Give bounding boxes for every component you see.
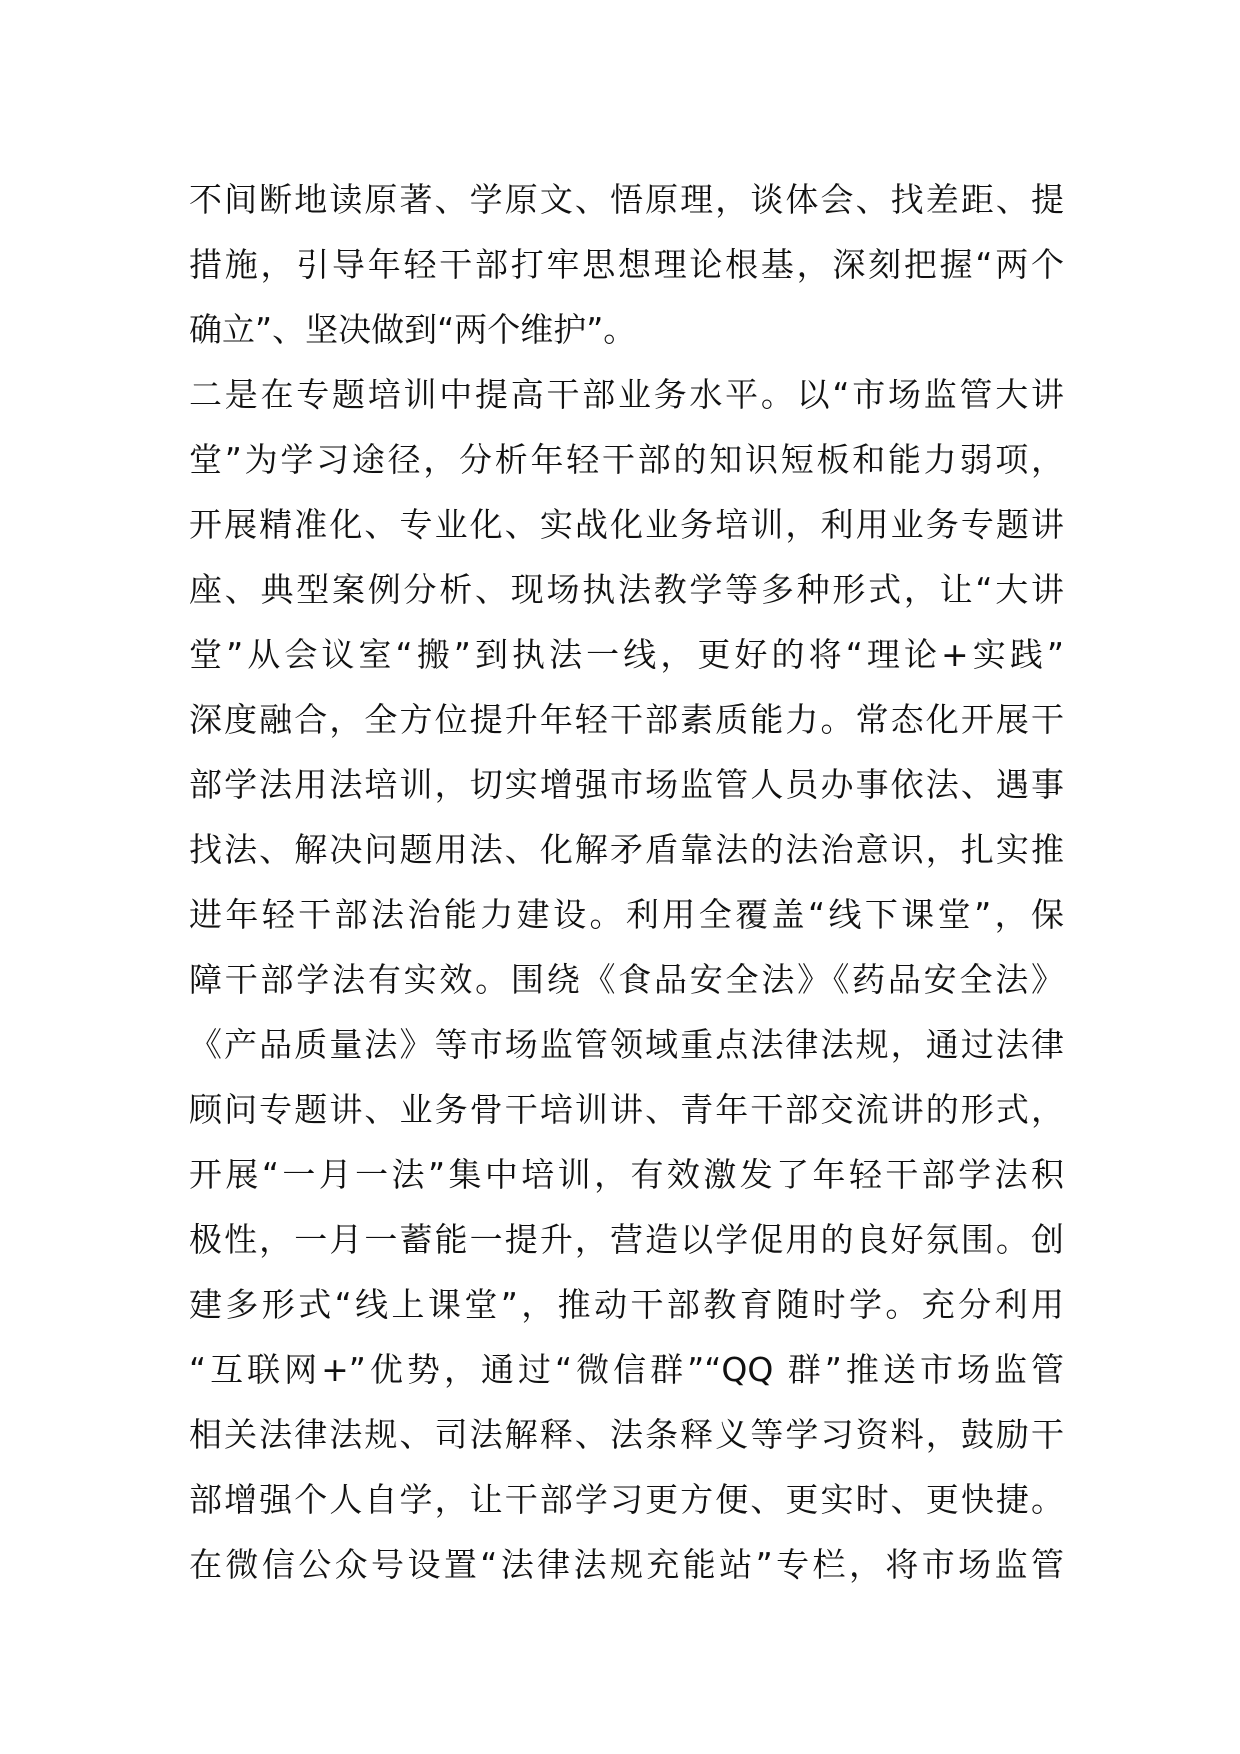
text-line: 部增强个人自学，让干部学习更方便、更实时、更快捷。 — [189, 1480, 1064, 1519]
text-line: 开展“一月一法”集中培训，有效激发了年轻干部学法积 — [189, 1155, 1064, 1194]
text-line: 找法、解决问题用法、化解矛盾靠法的法治意识，扎实推 — [189, 830, 1064, 869]
text-line: 不间断地读原著、学原文、悟原理，谈体会、找差距、提 — [189, 180, 1064, 219]
text-line: 相关法律法规、司法解释、法条释义等学习资料，鼓励干 — [189, 1415, 1064, 1454]
text-line: 措施，引导年轻干部打牢思想理论根基，深刻把握“两个 — [189, 245, 1064, 284]
text-line: 建多形式“线上课堂”，推动干部教育随时学。充分利用 — [189, 1285, 1064, 1324]
text-line: 部学法用法培训，切实增强市场监管人员办事依法、遇事 — [189, 765, 1064, 804]
text-line: 顾问专题讲、业务骨干培训讲、青年干部交流讲的形式， — [189, 1090, 1064, 1129]
text-line: 在微信公众号设置“法律法规充能站”专栏，将市场监管 — [189, 1545, 1064, 1584]
text-line: “互联网+”优势，通过“微信群”“QQ 群”推送市场监管 — [189, 1350, 1064, 1389]
text-line: 座、典型案例分析、现场执法教学等多种形式，让“大讲 — [189, 570, 1064, 609]
text-line: 开展精准化、专业化、实战化业务培训，利用业务专题讲 — [189, 505, 1064, 544]
body-text — [189, 167, 1064, 1597]
text-line: 进年轻干部法治能力建设。利用全覆盖“线下课堂”，保 — [189, 895, 1064, 934]
text-line: 确立”、坚决做到“两个维护”。 — [189, 310, 637, 349]
text-line: 二是在专题培训中提高干部业务水平。以“市场监管大讲 — [189, 375, 1064, 414]
text-line: 堂”从会议室“搬”到执法一线，更好的将“理论+实践” — [189, 635, 1064, 674]
text-line: 极性，一月一蓄能一提升，营造以学促用的良好氛围。创 — [189, 1220, 1064, 1259]
text-line: 堂”为学习途径，分析年轻干部的知识短板和能力弱项， — [189, 440, 1064, 479]
text-line: 深度融合，全方位提升年轻干部素质能力。常态化开展干 — [189, 700, 1064, 739]
text-line: 《产品质量法》等市场监管领域重点法律法规，通过法律 — [189, 1025, 1064, 1064]
text-line: 障干部学法有实效。围绕《食品安全法》《药品安全法》 — [189, 960, 1064, 999]
